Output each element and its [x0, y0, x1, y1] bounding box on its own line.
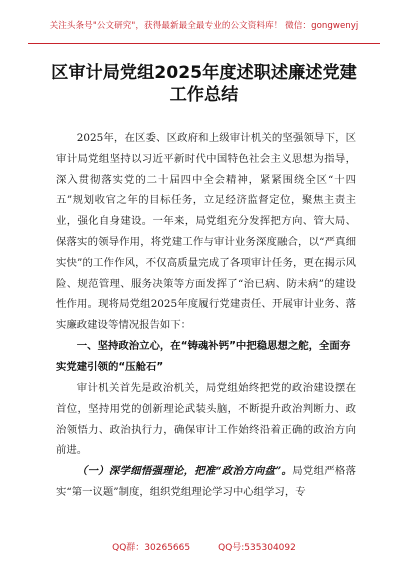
document-title [0, 62, 408, 106]
subsection-1-lead: （一）深学细悟强理论，把准“政治方向盘”。 [76, 465, 293, 478]
subsection-1-paragraph [56, 461, 356, 503]
footer-qq-personal: QQ号:535304092 [218, 543, 296, 553]
document-title-line-2: 工作总结 [169, 85, 239, 105]
subsection-1-text: 局党组严格落实“第一议题”制度，组织党组理论学习中心组学习，专 [56, 465, 357, 498]
section-1-heading: 一、坚持政治立心，在“铸魂补钙”中把稳思想之舵，全面夯实党建引领的“压舱石” [56, 339, 351, 373]
footer-qq-group: QQ群：30265665 [112, 543, 191, 553]
intro-paragraph: 2025年，在区委、区政府和上级审计机关的坚强领导下，区审计局党组坚持以习近平新时代中国特色社会主义思想为指导，深入贯彻落实党的二十届四中全会精神，紧紧围绕全区“十四五”规划收官之年的目标任务，立足经济监督定位，聚焦主责主业，强化自身建设。一年来，局党组充分发挥把方向、管大局、保落实的领导作用，将党建工作与审计业务深度融合，以“严真细实快”的工作作风，不仅高质量完成了各项审计任务，更在揭示风险、规范管理、服务决策等方面发挥了“治已病、防未病”的建设性作用。现将局党组2025年度履行党建责任、开展审计业务、落实廉政建设等情况报告如下： [56, 132, 356, 332]
header-banner [28, 4, 380, 44]
header-banner-text: 关注头条号"公文研究"，获得最新最全最专业的公文资料库！ 微信：gongwenyj [49, 21, 359, 31]
footer [0, 540, 408, 553]
document-body [56, 128, 356, 503]
document-title-line-1: 区审计局党组2025年度述职述廉述党建 [51, 63, 357, 83]
section-1-paragraph: 审计机关首先是政治机关，局党组始终把党的政治建设摆在首位，坚持用党的创新理论武装头脑，不断提升政治判断力、政治领悟力、政治执行力，确保审计工作始终沿着正确的政治方向前进。 [56, 381, 356, 457]
